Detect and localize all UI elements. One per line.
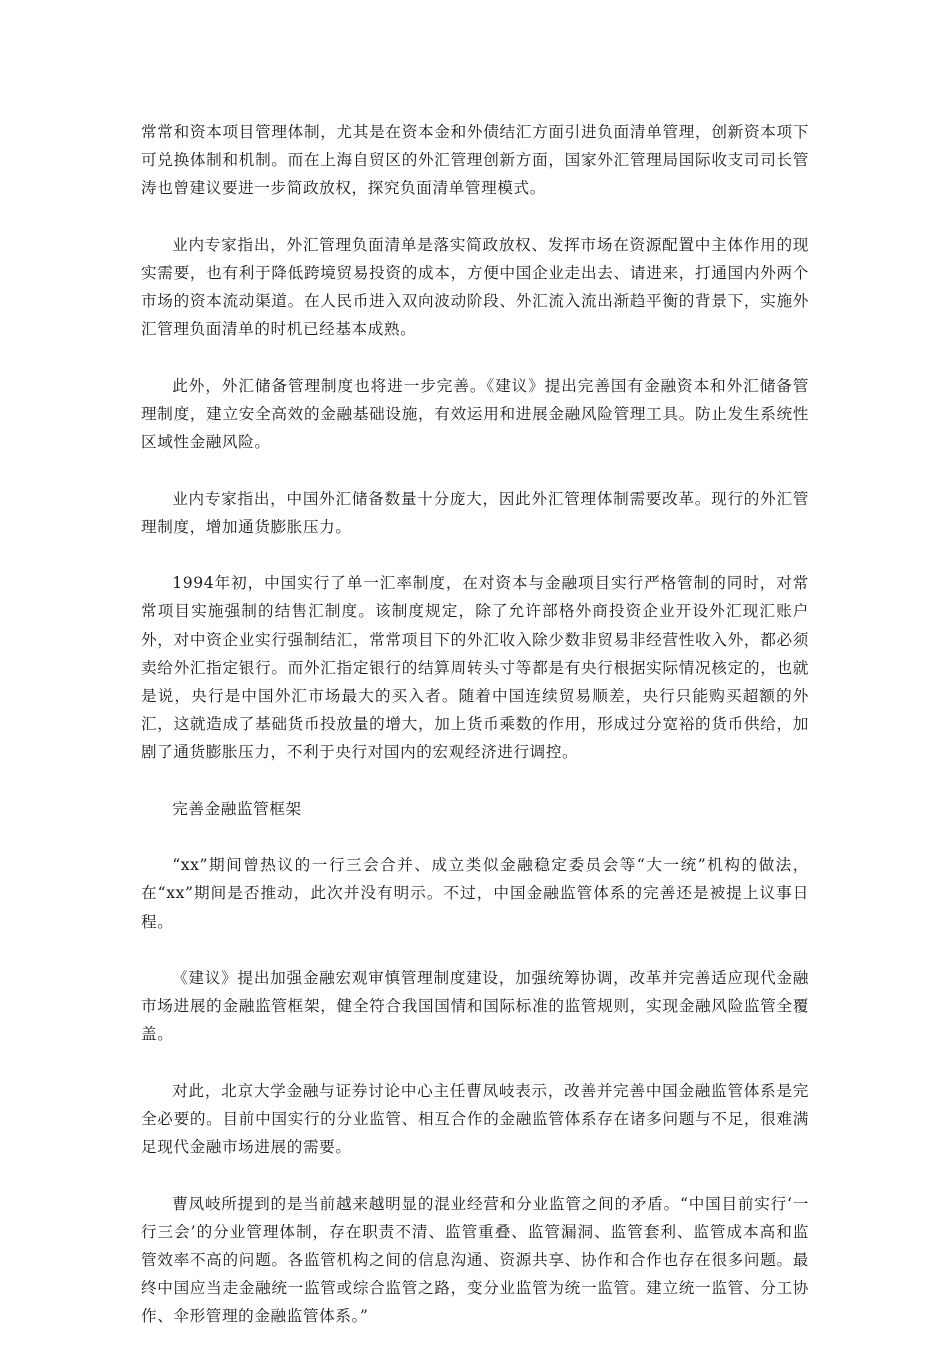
paragraph-continuation: 常常和资本项目管理体制，尤其是在资本金和外债结汇方面引进负面清单管理，创新资本项下可兑换体制和机制。而在上海自贸区的外汇管理创新方面，国家外汇管理局国际收支司司长管涛也曾建议要进一步简政放权，探究负面清单管理模式。 — [141, 123, 809, 198]
paragraph-unified-supervision: 曹凤岐所提到的是当前越来越明显的混业经营和分业监管之间的矛盾。“中国目前实行‘一行三会’的分业管理体制，存在职责不清、监管重叠、监管漏洞、监管套利、监管成本高和监管效率不高的问题。各监管机构之间的信息沟通、资源共享、协作和合作也存在很多问题。最终中国应当走金融统一监管或综合监管之路，变分业监管为统一监管。建立统一监管、分工协作、伞形管理的金融监管体系。” — [141, 1194, 809, 1326]
paragraph-expert-opinion: 对此，北京大学金融与证券讨论中心主任曹凤岐表示，改善并完善中国金融监管体系是完全必要的。目前中国实行的分业监管、相互合作的金融监管体系存在诸多问题与不足，很难满足现代金融市场进展的需要。 — [141, 1081, 809, 1157]
section-heading: 完善金融监管框架 — [172, 799, 302, 818]
document-body — [141, 118, 809, 1359]
paragraph-negative-list: 业内专家指出，外汇管理负面清单是落实简政放权、发挥市场在资源配置中主体作用的现实需要，也有利于降低跨境贸易投资的成本，方便中国企业走出去、请进来，打通国内外两个市场的资本流动渠道。在人民币进入双向波动阶段、外汇流入流出渐趋平衡的背景下，实施外汇管理负面清单的时机已经基本成熟。 — [141, 235, 809, 339]
paragraph-1994-exchange-rate: 1994年初，中国实行了单一汇率制度，在对资本与金融项目实行严格管制的同时，对常常项目实施强制的结售汇制度。该制度规定，除了允许部格外商投资企业开设外汇现汇账户外，对中资企业实行强制结汇，常常项目下的外汇收入除少数非贸易非经营性收入外，都必须卖给外汇指定银行。而外汇指定银行的结算周转头寸等都是有央行根据实际情况核定的，也就是说，央行是中国外汇市场最大的买入者。随着中国连续贸易顺差，央行只能购买超额的外汇，这就造成了基础货币投放量的增大，加上货币乘数的作用，形成过分宽裕的货币供给，加剧了通货膨胀压力，不利于央行对国内的宏观经济进行调控。 — [141, 574, 809, 762]
paragraph-reserve-reform: 业内专家指出，中国外汇储备数量十分庞大，因此外汇管理体制需要改革。现行的外汇管理制度，增加通货膨胀压力。 — [141, 489, 809, 536]
paragraph-proposal-framework: 《建议》提出加强金融宏观审慎管理制度建设，加强统筹协调，改革并完善适应现代金融市场进展的金融监管框架，健全符合我国国情和国际标准的监管规则，实现金融风险监管全覆盖。 — [141, 968, 809, 1044]
paragraph-regulator-merger: “xx”期间曾热议的一行三会合并、成立类似金融稳定委员会等“大一统”机构的做法，在“xx”期间是否推动，此次并没有明示。不过，中国金融监管体系的完善还是被提上议事日程。 — [141, 856, 809, 931]
paragraph-reserve-management: 此外，外汇储备管理制度也将进一步完善。《建议》提出完善国有金融资本和外汇储备管理制度，建立安全高效的金融基础设施，有效运用和进展金融风险管理工具。防止发生系统性区域性金融风险。 — [141, 376, 809, 452]
